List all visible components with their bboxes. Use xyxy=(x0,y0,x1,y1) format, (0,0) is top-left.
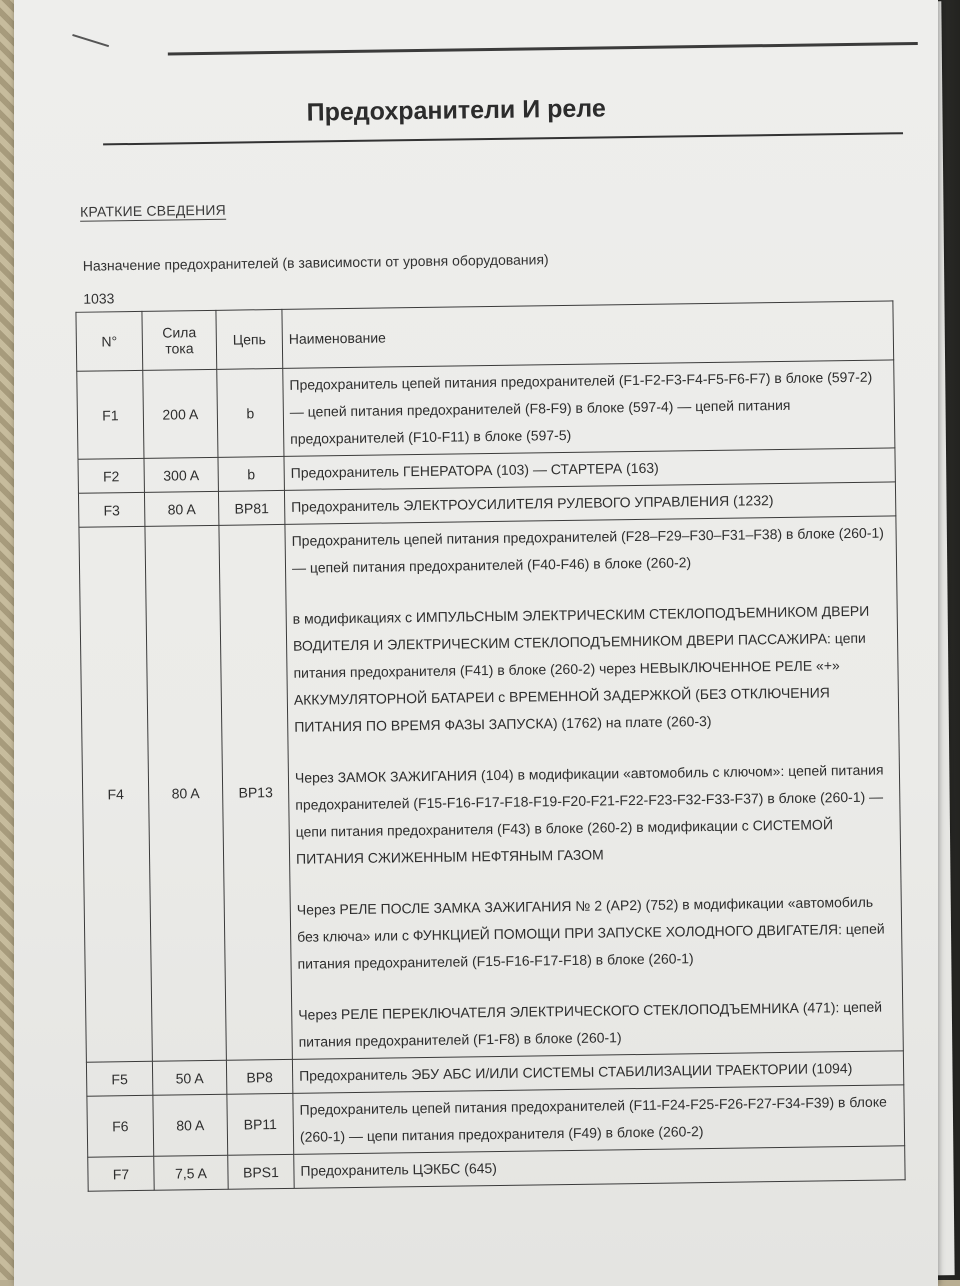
page-title: Предохранители И реле xyxy=(306,94,606,127)
header-circuit: Цепь xyxy=(216,309,283,369)
header-name: Наименование xyxy=(282,301,894,369)
fuse-number: F1 xyxy=(77,370,144,459)
description-paragraph: Через РЕЛЕ ПЕРЕКЛЮЧАТЕЛЯ ЭЛЕКТРИЧЕСКОГО СТЕКЛОПОДЪЕМНИКА (471): цепей питания предохранителей (F1-F8) в блоке (260-1) xyxy=(298,998,883,1050)
table-body xyxy=(77,360,905,1191)
fuse-circuit: BPS1 xyxy=(228,1154,294,1189)
page-content xyxy=(5,0,960,1283)
fuse-circuit: BP13 xyxy=(219,524,292,1060)
fuse-circuit: BP81 xyxy=(218,490,284,525)
header-rule xyxy=(168,42,918,55)
fuse-current: 200 A xyxy=(143,369,218,458)
table-row xyxy=(79,516,903,1062)
paper-sheet xyxy=(14,0,938,1286)
fuse-description xyxy=(293,1085,905,1155)
fuse-number: F5 xyxy=(86,1061,152,1096)
fuse-description xyxy=(285,516,903,1059)
title-underline xyxy=(103,132,903,145)
description-paragraph: Предохранитель цепей питания предохранителей (F28–F29–F30–F31–F38) в блоке (260-1) — цепей питания предохранителей (F40-F46) в блоке (260-2) xyxy=(291,524,884,576)
table-caption: Назначение предохранителей (в зависимости от уровня оборудования) xyxy=(82,251,549,274)
description-paragraph: Предохранитель цепей питания предохранителей (F11-F24-F25-F26-F27-F34-F39) в блоке (260-1) — цепи питания предохранителя (F49) в блоке (260-2) xyxy=(299,1093,887,1145)
fuse-number: F3 xyxy=(78,492,144,527)
fuse-number: F4 xyxy=(79,526,152,1062)
fuse-current: 80 A xyxy=(153,1094,228,1156)
fuse-current: 300 A xyxy=(144,457,218,492)
fuse-number: F7 xyxy=(88,1156,154,1191)
fuse-circuit: b xyxy=(217,368,284,457)
description-paragraph: Предохранитель ЭЛЕКТРОУСИЛИТЕЛЯ РУЛЕВОГО УПРАВЛЕНИЯ (1232) xyxy=(291,492,774,515)
description-paragraph: Предохранитель ЦЭКБС (645) xyxy=(300,1160,498,1179)
description-paragraph: Через ЗАМОК ЗАЖИГАНИЯ (104) в модификации «автомобиль с ключом»: цепей питания предохранителей (F15-F16-F17-F18-F19-F20-F21-F22-F23-F32-F33-F37) в блоке (260-1) — цепи питания предохранителя (F43) в блоке (260-2) в модификации с СИСТЕМОЙ ПИТАНИЯ СЖИЖЕННЫМ НЕФТЯНЫМ ГАЗОМ xyxy=(294,761,884,867)
table-row xyxy=(87,1085,905,1157)
pen-mark xyxy=(72,34,109,47)
description-paragraph: Через РЕЛЕ ПОСЛЕ ЗАМКА ЗАЖИГАНИЯ № 2 (AP2) (752) в модификации «автомобиль без ключа» или с ФУНКЦИЕЙ ПОМОЩИ ПРИ ЗАПУСКЕ ХОЛОДНОГО ДВИГАТЕЛЯ: цепей питания предохранителей (F15-F16-F17-F18) в блоке (260-1) xyxy=(296,893,885,972)
fuse-current: 7,5 A xyxy=(154,1155,228,1190)
fuse-current: 80 A xyxy=(144,491,218,526)
fuse-circuit: b xyxy=(218,456,284,491)
description-paragraph: Предохранитель ГЕНЕРАТОРА (103) — СТАРТЕРА (163) xyxy=(290,459,659,481)
fuse-description xyxy=(294,1146,905,1189)
fuse-current: 50 A xyxy=(152,1060,226,1095)
fuse-circuit: BP11 xyxy=(227,1093,294,1155)
description-paragraph: Предохранитель цепей питания предохранителей (F1-F2-F3-F4-F5-F6-F7) в блоке (597-2) — цепей питания предохранителей (F8-F9) в блоке (597-4) — цепей питания предохранителей (F10-F11) в блоке (597-5) xyxy=(289,368,873,447)
header-current: Сила тока xyxy=(142,310,217,370)
header-number: N° xyxy=(76,311,143,371)
fuse-description xyxy=(283,360,895,457)
description-paragraph: в модификациях с ИМПУЛЬСНЫМ ЭЛЕКТРИЧЕСКИМ СТЕКЛОПОДЪЕМНИКОМ ДВЕРИ ВОДИТЕЛЯ И ЭЛЕКТРИЧЕСКИМ СТЕКЛОПОДЪЕМНИКОМ ДВЕРИ ПАССАЖИРА: цепи питания предохранителя (F41) в блоке (260-2) через НЕВЫКЛЮЧЕННОЕ РЕЛЕ «+» АККУМУЛЯТОРНОЙ БАТАРЕИ с ВРЕМЕННОЙ ЗАДЕРЖКОЙ (БЕЗ ОТКЛЮЧЕНИЯ ПИТАНИЯ ПО ВРЕМЯ ФАЗЫ ЗАПУСКА) (1762) на плате (260-3) xyxy=(292,602,870,735)
fuse-number: F6 xyxy=(87,1095,154,1157)
section-heading: КРАТКИЕ СВЕДЕНИЯ xyxy=(79,201,227,220)
fuse-current: 80 A xyxy=(145,525,226,1061)
fuse-number: F2 xyxy=(78,458,144,493)
block-code: 1033 xyxy=(83,290,115,307)
description-paragraph: Предохранитель ЭБУ АБС И/ИЛИ СИСТЕМЫ СТАБИЛИЗАЦИИ ТРАЕКТОРИИ (1094) xyxy=(299,1060,853,1084)
fuse-table xyxy=(75,300,905,1191)
table-row xyxy=(77,360,895,459)
fuse-circuit: BP8 xyxy=(226,1059,292,1094)
